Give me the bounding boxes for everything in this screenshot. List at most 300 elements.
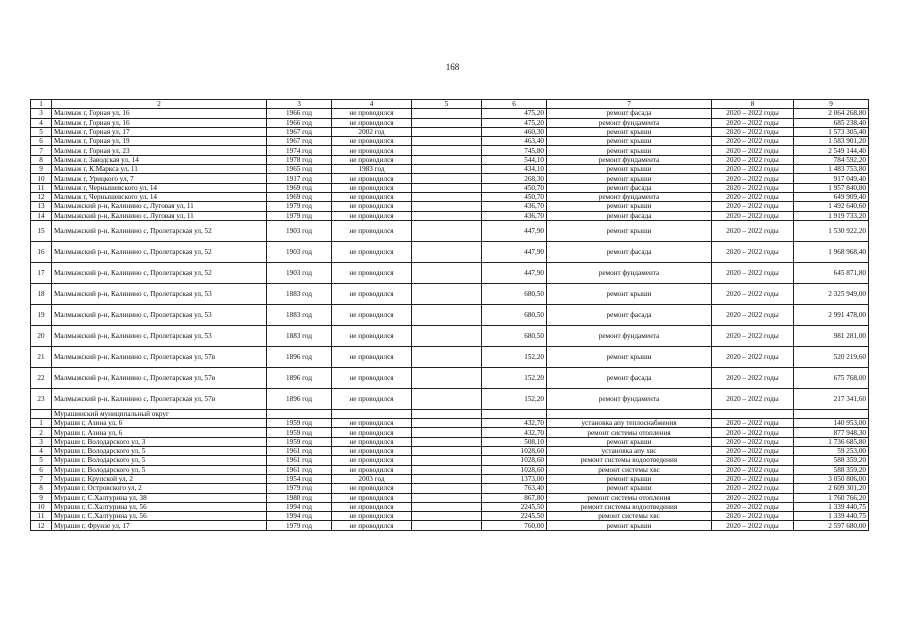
cost-cell: 588 359,20: [794, 465, 869, 474]
build-year-cell: 1969 год: [267, 183, 332, 192]
table-body: [31, 109, 869, 530]
row-number-cell: 8: [31, 484, 52, 493]
row-number-cell: 19: [31, 304, 52, 325]
row-number-cell: 2: [31, 428, 52, 437]
work-type-cell: [547, 409, 712, 418]
work-type-cell: ремонт крыши: [547, 437, 712, 446]
last-repair-cell: не проводился: [332, 325, 412, 346]
column-number: 2: [52, 100, 267, 109]
column-5-cell: [412, 484, 482, 493]
build-year-cell: 1954 год: [267, 474, 332, 483]
work-type-cell: ремонт системы отопления: [547, 428, 712, 437]
area-cell: 1028,60: [482, 465, 547, 474]
period-cell: [712, 409, 794, 418]
build-year-cell: 1994 год: [267, 512, 332, 521]
area-cell: 434,10: [482, 165, 547, 174]
period-cell: 2020 – 2022 годы: [712, 202, 794, 211]
area-cell: 447,90: [482, 262, 547, 283]
address-cell: Малмыжский р-н, Калинино с, Пролетарская ул, 57в: [52, 388, 267, 409]
row-number-cell: 9: [31, 165, 52, 174]
period-cell: 2020 – 2022 годы: [712, 109, 794, 118]
row-number-cell: 12: [31, 521, 52, 530]
build-year-cell: 1903 год: [267, 220, 332, 241]
last-repair-cell: не проводился: [332, 155, 412, 164]
column-5-cell: [412, 118, 482, 127]
work-type-cell: ремонт фундамента: [547, 325, 712, 346]
work-type-cell: ремонт крыши: [547, 127, 712, 136]
table-row: [31, 388, 869, 409]
housing-repair-table: [30, 99, 869, 531]
table-row: [31, 484, 869, 493]
work-type-cell: установка апу хвс: [547, 447, 712, 456]
column-5-cell: [412, 419, 482, 428]
work-type-cell: ремонт крыши: [547, 521, 712, 530]
area-cell: 680,50: [482, 304, 547, 325]
row-number-cell: 7: [31, 474, 52, 483]
address-cell: Малмыж г, Горная ул, 16: [52, 118, 267, 127]
row-number-cell: 5: [31, 456, 52, 465]
work-type-cell: установка апу теплоснабжения: [547, 419, 712, 428]
cost-cell: 520 219,60: [794, 346, 869, 367]
row-number-cell: 6: [31, 465, 52, 474]
table-row: [31, 220, 869, 241]
column-5-cell: [412, 174, 482, 183]
row-number-cell: 13: [31, 202, 52, 211]
address-cell: Мураши г, С.Халтурина ул, 56: [52, 512, 267, 521]
period-cell: 2020 – 2022 годы: [712, 367, 794, 388]
work-type-cell: ремонт фундамента: [547, 118, 712, 127]
row-number-cell: 4: [31, 447, 52, 456]
build-year-cell: 1903 год: [267, 262, 332, 283]
column-5-cell: [412, 155, 482, 164]
table-row: [31, 367, 869, 388]
column-5-cell: [412, 241, 482, 262]
work-type-cell: ремонт крыши: [547, 202, 712, 211]
work-type-cell: ремонт крыши: [547, 283, 712, 304]
row-number-cell: 5: [31, 127, 52, 136]
cost-cell: 1 736 685,80: [794, 437, 869, 446]
period-cell: 2020 – 2022 годы: [712, 262, 794, 283]
build-year-cell: 1978 год: [267, 155, 332, 164]
table-row: [31, 502, 869, 511]
address-cell: Малмыжский р-н, Калинино с, Пролетарская ул, 57в: [52, 367, 267, 388]
row-number-cell: 3: [31, 437, 52, 446]
cost-cell: 588 359,20: [794, 456, 869, 465]
column-number: 3: [267, 100, 332, 109]
period-cell: 2020 – 2022 годы: [712, 493, 794, 502]
cost-cell: 645 871,80: [794, 262, 869, 283]
last-repair-cell: 2002 год: [332, 127, 412, 136]
area-cell: 1028,60: [482, 456, 547, 465]
row-number-cell: 11: [31, 512, 52, 521]
area-cell: 2245,50: [482, 502, 547, 511]
work-type-cell: ремонт фундамента: [547, 388, 712, 409]
last-repair-cell: не проводился: [332, 241, 412, 262]
area-cell: 544,10: [482, 155, 547, 164]
address-cell: Мураши г, Володарского ул, 3: [52, 437, 267, 446]
cost-cell: 1 919 733,20: [794, 211, 869, 220]
period-cell: 2020 – 2022 годы: [712, 447, 794, 456]
build-year-cell: 1959 год: [267, 437, 332, 446]
table-row: [31, 428, 869, 437]
column-number: 6: [482, 100, 547, 109]
cost-cell: 1 968 968,40: [794, 241, 869, 262]
work-type-cell: ремонт фундамента: [547, 262, 712, 283]
build-year-cell: 1959 год: [267, 419, 332, 428]
last-repair-cell: не проводился: [332, 521, 412, 530]
build-year-cell: 1979 год: [267, 484, 332, 493]
build-year-cell: 1965 год: [267, 165, 332, 174]
cost-cell: 1 483 753,80: [794, 165, 869, 174]
work-type-cell: ремонт крыши: [547, 346, 712, 367]
period-cell: 2020 – 2022 годы: [712, 241, 794, 262]
table-row: [31, 146, 869, 155]
build-year-cell: 1883 год: [267, 304, 332, 325]
cost-cell: 2 991 478,00: [794, 304, 869, 325]
column-5-cell: [412, 465, 482, 474]
row-number-cell: 10: [31, 502, 52, 511]
address-cell: Малмыж г, Горная ул, 17: [52, 127, 267, 136]
area-cell: 460,30: [482, 127, 547, 136]
area-cell: 475,20: [482, 109, 547, 118]
table-row: [31, 521, 869, 530]
area-cell: 2245,50: [482, 512, 547, 521]
area-cell: [482, 409, 547, 418]
last-repair-cell: не проводился: [332, 419, 412, 428]
column-number: 5: [412, 100, 482, 109]
period-cell: 2020 – 2022 годы: [712, 183, 794, 192]
cost-cell: 1 573 305,40: [794, 127, 869, 136]
build-year-cell: 1883 год: [267, 283, 332, 304]
work-type-cell: ремонт системы водоотведения: [547, 502, 712, 511]
column-5-cell: [412, 428, 482, 437]
area-cell: 680,50: [482, 283, 547, 304]
period-cell: 2020 – 2022 годы: [712, 465, 794, 474]
period-cell: 2020 – 2022 годы: [712, 428, 794, 437]
work-type-cell: ремонт системы хвс: [547, 512, 712, 521]
column-5-cell: [412, 367, 482, 388]
build-year-cell: 1896 год: [267, 388, 332, 409]
period-cell: 2020 – 2022 годы: [712, 325, 794, 346]
build-year-cell: 1979 год: [267, 521, 332, 530]
row-number-cell: 21: [31, 346, 52, 367]
table-row: [31, 493, 869, 502]
table-row: [31, 465, 869, 474]
column-5-cell: [412, 283, 482, 304]
build-year-cell: 1961 год: [267, 447, 332, 456]
column-5-cell: [412, 146, 482, 155]
area-cell: 432,70: [482, 428, 547, 437]
address-cell: Мураши г, Островского ул, 2: [52, 484, 267, 493]
last-repair-cell: [332, 409, 412, 418]
cost-cell: 140 953,00: [794, 419, 869, 428]
cost-cell: [794, 409, 869, 418]
area-cell: 432,70: [482, 419, 547, 428]
area-cell: 152,20: [482, 346, 547, 367]
address-cell: Мураши г, Володарского ул, 5: [52, 447, 267, 456]
build-year-cell: 1994 год: [267, 502, 332, 511]
row-number-cell: 7: [31, 146, 52, 155]
address-cell: Малмыж г, Горная ул, 16: [52, 109, 267, 118]
column-5-cell: [412, 447, 482, 456]
period-cell: 2020 – 2022 годы: [712, 211, 794, 220]
table-row: [31, 118, 869, 127]
column-5-cell: [412, 474, 482, 483]
row-number-cell: 1: [31, 419, 52, 428]
cost-cell: 217 341,60: [794, 388, 869, 409]
area-cell: 745,80: [482, 146, 547, 155]
row-number-cell: 11: [31, 183, 52, 192]
build-year-cell: 1896 год: [267, 346, 332, 367]
last-repair-cell: не проводился: [332, 502, 412, 511]
address-cell: Малмыж г, Урицкого ул, 7: [52, 174, 267, 183]
last-repair-cell: не проводился: [332, 262, 412, 283]
column-5-cell: [412, 521, 482, 530]
column-5-cell: [412, 493, 482, 502]
address-cell: Мурашинский муниципальный округ: [52, 409, 267, 418]
last-repair-cell: не проводился: [332, 109, 412, 118]
cost-cell: 784 592,20: [794, 155, 869, 164]
period-cell: 2020 – 2022 годы: [712, 155, 794, 164]
last-repair-cell: не проводился: [332, 202, 412, 211]
last-repair-cell: не проводился: [332, 437, 412, 446]
address-cell: Малмыжский р-н, Калинино с, Луговая ул, 11: [52, 202, 267, 211]
table-row: [31, 283, 869, 304]
area-cell: 268,30: [482, 174, 547, 183]
column-5-cell: [412, 325, 482, 346]
period-cell: 2020 – 2022 годы: [712, 220, 794, 241]
column-5-cell: [412, 109, 482, 118]
work-type-cell: ремонт фасада: [547, 211, 712, 220]
last-repair-cell: не проводился: [332, 493, 412, 502]
address-cell: Малмыжский р-н, Калинино с, Пролетарская ул, 57в: [52, 346, 267, 367]
build-year-cell: 1959 год: [267, 428, 332, 437]
cost-cell: 685 238,40: [794, 118, 869, 127]
work-type-cell: ремонт фасада: [547, 183, 712, 192]
page-number: 168: [445, 62, 460, 72]
address-cell: Малмыж г, Чернышевского ул, 14: [52, 192, 267, 201]
row-number-cell: 4: [31, 118, 52, 127]
row-number-cell: 17: [31, 262, 52, 283]
work-type-cell: ремонт системы водоотведения: [547, 456, 712, 465]
area-cell: 447,90: [482, 220, 547, 241]
area-cell: 447,90: [482, 241, 547, 262]
period-cell: 2020 – 2022 годы: [712, 192, 794, 201]
table-row: [31, 211, 869, 220]
row-number-cell: 22: [31, 367, 52, 388]
column-number: 8: [712, 100, 794, 109]
column-5-cell: [412, 388, 482, 409]
cost-cell: 1 339 440,75: [794, 502, 869, 511]
area-cell: 508,10: [482, 437, 547, 446]
column-5-cell: [412, 262, 482, 283]
row-number-cell: 23: [31, 388, 52, 409]
area-cell: 760,00: [482, 521, 547, 530]
last-repair-cell: не проводился: [332, 174, 412, 183]
column-5-cell: [412, 211, 482, 220]
cost-cell: 2 325 949,00: [794, 283, 869, 304]
column-5-cell: [412, 502, 482, 511]
work-type-cell: ремонт крыши: [547, 137, 712, 146]
column-5-cell: [412, 202, 482, 211]
build-year-cell: 1966 год: [267, 118, 332, 127]
work-type-cell: ремонт фасада: [547, 241, 712, 262]
period-cell: 2020 – 2022 годы: [712, 346, 794, 367]
row-number-cell: 6: [31, 137, 52, 146]
area-cell: 680,50: [482, 325, 547, 346]
last-repair-cell: 2003 год: [332, 474, 412, 483]
period-cell: 2020 – 2022 годы: [712, 283, 794, 304]
area-cell: 475,20: [482, 118, 547, 127]
build-year-cell: 1967 год: [267, 127, 332, 136]
cost-cell: 2 064 268,80: [794, 109, 869, 118]
last-repair-cell: не проводился: [332, 484, 412, 493]
table-row: [31, 137, 869, 146]
table-row: [31, 325, 869, 346]
table-row: [31, 109, 869, 118]
cost-cell: 1 339 440,75: [794, 512, 869, 521]
last-repair-cell: не проводился: [332, 512, 412, 521]
work-type-cell: ремонт системы отопления: [547, 493, 712, 502]
address-cell: Малмыжский р-н, Калинино с, Пролетарская ул, 53: [52, 325, 267, 346]
table-row: [31, 437, 869, 446]
area-cell: 152,20: [482, 388, 547, 409]
address-cell: Малмыжский р-н, Калинино с, Луговая ул, 11: [52, 211, 267, 220]
column-number: 4: [332, 100, 412, 109]
column-number: 1: [31, 100, 52, 109]
cost-cell: 2 609 301,20: [794, 484, 869, 493]
cost-cell: 3 050 806,00: [794, 474, 869, 483]
column-5-cell: [412, 456, 482, 465]
work-type-cell: ремонт крыши: [547, 146, 712, 155]
table-row: [31, 202, 869, 211]
address-cell: Мураши г, Азина ул, 6: [52, 428, 267, 437]
period-cell: 2020 – 2022 годы: [712, 437, 794, 446]
last-repair-cell: не проводился: [332, 183, 412, 192]
table-row: [31, 456, 869, 465]
table-row: [31, 474, 869, 483]
address-cell: Малмыжский р-н, Калинино с, Пролетарская ул, 53: [52, 304, 267, 325]
column-5-cell: [412, 220, 482, 241]
address-cell: Малмыж г, Заводская ул, 14: [52, 155, 267, 164]
build-year-cell: 1980 год: [267, 493, 332, 502]
build-year-cell: 1979 год: [267, 211, 332, 220]
work-type-cell: ремонт системы хвс: [547, 465, 712, 474]
build-year-cell: 1917 год: [267, 174, 332, 183]
table-row: [31, 183, 869, 192]
cost-cell: 877 948,30: [794, 428, 869, 437]
row-number-cell: 9: [31, 493, 52, 502]
last-repair-cell: не проводился: [332, 211, 412, 220]
column-5-cell: [412, 127, 482, 136]
period-cell: 2020 – 2022 годы: [712, 118, 794, 127]
table-row: [31, 419, 869, 428]
cost-cell: 917 049,40: [794, 174, 869, 183]
area-cell: 763,40: [482, 484, 547, 493]
address-cell: Мураши г, Володарского ул, 5: [52, 465, 267, 474]
last-repair-cell: не проводился: [332, 283, 412, 304]
area-cell: 1373,00: [482, 474, 547, 483]
last-repair-cell: не проводился: [332, 388, 412, 409]
period-cell: 2020 – 2022 годы: [712, 419, 794, 428]
build-year-cell: 1974 год: [267, 146, 332, 155]
row-number-cell: 8: [31, 155, 52, 164]
column-5-cell: [412, 512, 482, 521]
area-cell: 867,80: [482, 493, 547, 502]
row-number-cell: 15: [31, 220, 52, 241]
table-row: [31, 174, 869, 183]
cost-cell: 675 768,00: [794, 367, 869, 388]
address-cell: Малмыжский р-н, Калинино с, Пролетарская ул, 52: [52, 262, 267, 283]
cost-cell: 981 281,00: [794, 325, 869, 346]
column-number-row: [31, 100, 869, 109]
period-cell: 2020 – 2022 годы: [712, 512, 794, 521]
period-cell: 2020 – 2022 годы: [712, 165, 794, 174]
period-cell: 2020 – 2022 годы: [712, 474, 794, 483]
build-year-cell: 1961 год: [267, 456, 332, 465]
last-repair-cell: не проводился: [332, 146, 412, 155]
address-cell: Мураши г, Азина ул, 6: [52, 419, 267, 428]
build-year-cell: [267, 409, 332, 418]
cost-cell: 1 583 901,20: [794, 137, 869, 146]
last-repair-cell: не проводился: [332, 447, 412, 456]
work-type-cell: ремонт крыши: [547, 220, 712, 241]
table-row: [31, 512, 869, 521]
last-repair-cell: не проводился: [332, 137, 412, 146]
address-cell: Малмыж г, Чернышевского ул, 14: [52, 183, 267, 192]
column-5-cell: [412, 183, 482, 192]
work-type-cell: ремонт фасада: [547, 367, 712, 388]
last-repair-cell: не проводился: [332, 304, 412, 325]
column-5-cell: [412, 192, 482, 201]
address-cell: Малмыж г, Горная ул, 19: [52, 137, 267, 146]
build-year-cell: 1979 год: [267, 202, 332, 211]
row-number-cell: 18: [31, 283, 52, 304]
column-number: 9: [794, 100, 869, 109]
row-number-cell: 14: [31, 211, 52, 220]
column-5-cell: [412, 165, 482, 174]
table-row: [31, 241, 869, 262]
table-row: [31, 262, 869, 283]
table-row: [31, 155, 869, 164]
column-5-cell: [412, 409, 482, 418]
column-5-cell: [412, 346, 482, 367]
row-number-cell: 12: [31, 192, 52, 201]
area-cell: 450,70: [482, 192, 547, 201]
column-5-cell: [412, 137, 482, 146]
period-cell: 2020 – 2022 годы: [712, 456, 794, 465]
address-cell: Малмыжский р-н, Калинино с, Пролетарская ул, 52: [52, 241, 267, 262]
work-type-cell: ремонт фасада: [547, 304, 712, 325]
area-cell: 463,40: [482, 137, 547, 146]
area-cell: 152,20: [482, 367, 547, 388]
address-cell: Мураши г, Володарского ул, 5: [52, 456, 267, 465]
address-cell: Малмыж г, К.Маркса ул, 11: [52, 165, 267, 174]
area-cell: 436,70: [482, 211, 547, 220]
build-year-cell: 1961 год: [267, 465, 332, 474]
cost-cell: 1 760 766,20: [794, 493, 869, 502]
build-year-cell: 1903 год: [267, 241, 332, 262]
row-number-cell: 20: [31, 325, 52, 346]
last-repair-cell: не проводился: [332, 367, 412, 388]
period-cell: 2020 – 2022 годы: [712, 174, 794, 183]
column-5-cell: [412, 304, 482, 325]
column-5-cell: [412, 437, 482, 446]
address-cell: Малмыжский р-н, Калинино с, Пролетарская ул, 53: [52, 283, 267, 304]
build-year-cell: 1966 год: [267, 109, 332, 118]
work-type-cell: ремонт фасада: [547, 109, 712, 118]
last-repair-cell: не проводился: [332, 118, 412, 127]
